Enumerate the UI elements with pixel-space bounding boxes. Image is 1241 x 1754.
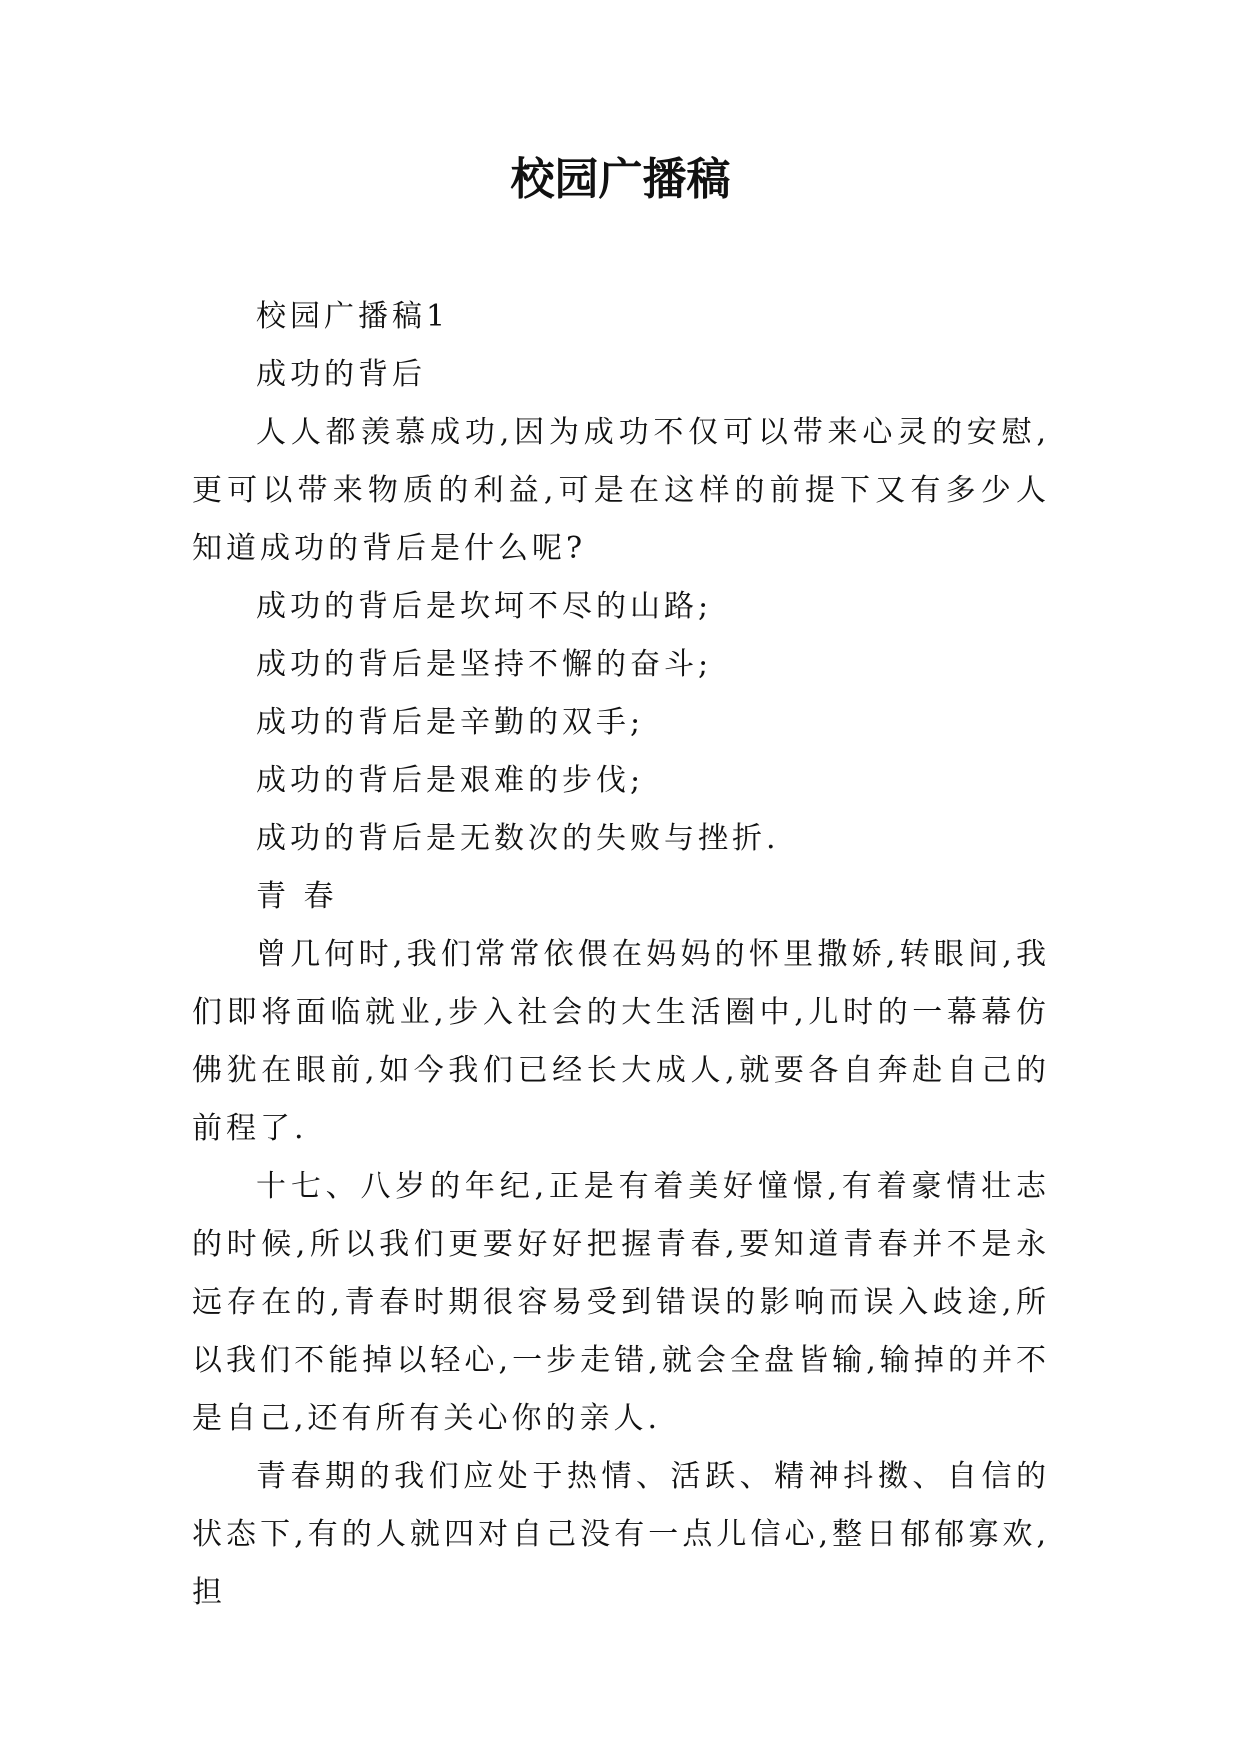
paragraph: 成功的背后是无数次的失败与挫折.	[256, 821, 780, 856]
paragraph: 成功的背后是艰难的步伐;	[256, 763, 645, 798]
paragraph: 成功的背后是坚持不懈的奋斗;	[256, 647, 713, 682]
paragraph-subtitle-youth: 青 春	[256, 879, 338, 914]
paragraph: 曾几何时,我们常常依偎在妈妈的怀里撒娇,转眼间,我们即将面临就业,步入社会的大生活圈中,儿时的一幕幕仿佛犹在眼前,如今我们已经长大成人,就要各自奔赴自己的前程了.	[192, 937, 1050, 1146]
paragraph-subtitle-success: 成功的背后	[256, 357, 426, 392]
document-title: 校园广播稿	[510, 154, 731, 205]
paragraph: 青春期的我们应处于热情、活跃、精神抖擞、自信的状态下,有的人就四对自己没有一点儿信心,整日郁郁寡欢,担	[192, 1459, 1050, 1610]
document-body	[192, 288, 1050, 1622]
paragraph: 十七、八岁的年纪,正是有着美好憧憬,有着豪情壮志的时候,所以我们更要好好把握青春,要知道青春并不是永远存在的,青春时期很容易受到错误的影响而误入歧途,所以我们不能掉以轻心,一步走错,就会全盘皆输,输掉的并不是自己,还有所有关心你的亲人.	[192, 1169, 1050, 1436]
paragraph: 成功的背后是辛勤的双手;	[256, 705, 645, 740]
paragraph: 成功的背后是坎坷不尽的山路;	[256, 589, 713, 624]
paragraph-heading: 校园广播稿1	[256, 299, 450, 334]
paragraph: 人人都羡慕成功,因为成功不仅可以带来心灵的安慰,更可以带来物质的利益,可是在这样的前提下又有多少人知道成功的背后是什么呢?	[192, 415, 1050, 566]
